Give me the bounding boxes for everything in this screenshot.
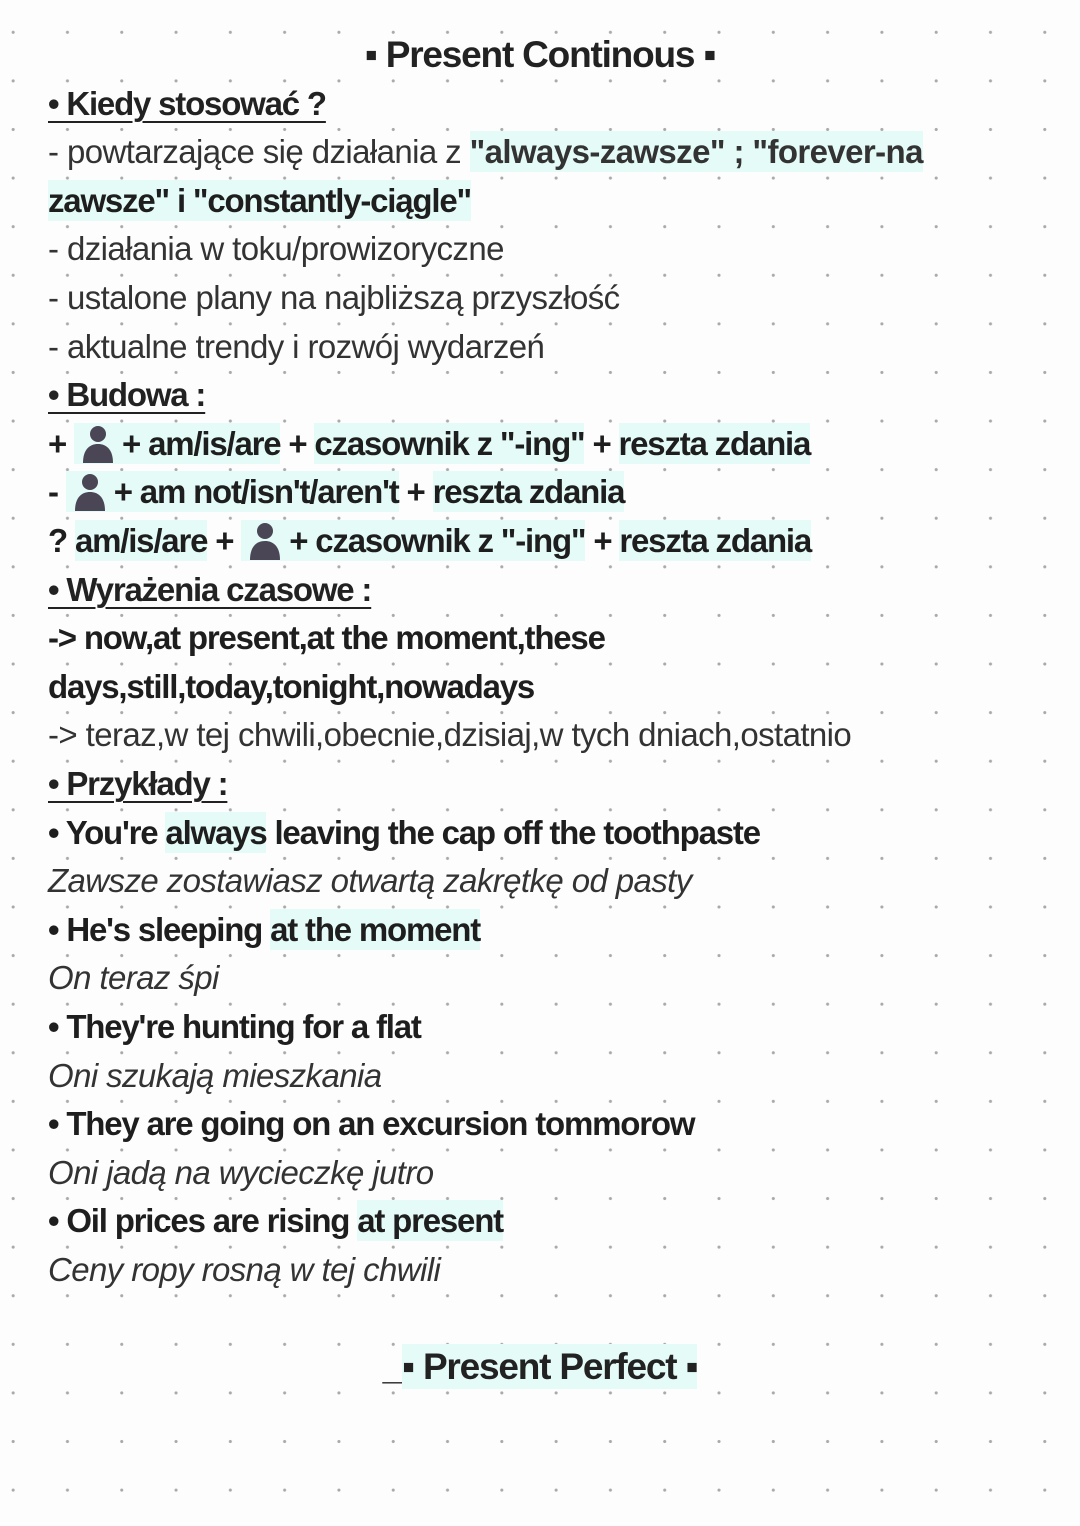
- highlighted-text: reszta zdania: [618, 424, 811, 462]
- text-segment: +: [207, 522, 242, 559]
- text-line: [48, 663, 534, 711]
- highlighted-text: czasownik z "-ing": [314, 424, 585, 462]
- text-segment: -> teraz,w tej chwili,obecnie,dzisiaj,w tych dniach,ostatnio: [48, 716, 852, 754]
- text-segment: +: [585, 522, 620, 559]
- text-line: [48, 614, 605, 662]
- person-icon: [72, 471, 108, 511]
- text-segment: Oni szukają mieszkania: [48, 1056, 382, 1094]
- highlighted-text: always: [165, 813, 267, 851]
- person-icon: [247, 520, 283, 560]
- text-segment: - powtarzające się działania z: [48, 133, 470, 171]
- text-line: [48, 225, 504, 273]
- highlighted-text: + am not/isn't/aren't: [113, 473, 399, 511]
- text-segment: leaving the cap off the toothpaste: [266, 813, 760, 851]
- section-heading: [48, 566, 371, 614]
- text-segment: +: [398, 473, 433, 511]
- section-heading: [48, 80, 326, 128]
- highlighted-text: reszta zdania: [619, 522, 812, 559]
- text-line: [48, 809, 760, 857]
- text-line: [48, 517, 811, 565]
- section-heading: [48, 760, 227, 808]
- subject-highlight: [66, 471, 114, 512]
- text-line: [48, 711, 851, 759]
- text-line: [48, 468, 624, 516]
- text-line: [48, 274, 620, 322]
- text-segment: - ustalone plany na najbliższą przyszłość: [48, 279, 620, 316]
- text-segment: -> now,at present,at the moment,these: [48, 619, 605, 657]
- text-segment: +: [280, 424, 315, 462]
- highlighted-text: "always-zawsze" ; "forever-na: [469, 133, 923, 171]
- highlighted-text: at present: [357, 1202, 503, 1240]
- highlighted-text: + czasownik z "-ing": [289, 522, 586, 559]
- text-segment: • They're hunting for a flat: [48, 1008, 421, 1045]
- highlighted-text: + am/is/are: [122, 424, 281, 462]
- text-segment: ▪ Present Continous ▪: [364, 34, 716, 75]
- highlighted-text: zawsze" i "constantly-ciągle": [48, 181, 471, 219]
- text-segment: • Budowa :: [48, 376, 206, 414]
- text-segment: +: [584, 424, 619, 462]
- text-segment: - działania w toku/prowizoryczne: [48, 230, 504, 268]
- text-segment: days,still,today,tonight,nowadays: [48, 667, 535, 705]
- text-segment: Oni jadą na wycieczkę jutro: [48, 1153, 434, 1191]
- text-segment: ?: [48, 522, 75, 559]
- text-segment: • Wyrażenia czasowe :: [48, 570, 372, 608]
- highlighted-text: ▪ Present Perfect ▪: [401, 1346, 698, 1388]
- highlighted-text: am/is/are: [74, 522, 208, 559]
- person-icon: [80, 423, 116, 463]
- text-line: [48, 323, 544, 371]
- text-line: [48, 1197, 503, 1245]
- text-line: [48, 420, 810, 468]
- text-segment: - aktualne trendy i rozwój wydarzeń: [48, 327, 545, 365]
- text-line: [48, 1246, 440, 1294]
- text-segment: -: [48, 473, 66, 511]
- text-segment: On teraz śpi: [48, 959, 219, 997]
- text-segment: • They are going on an excursion tommorow: [48, 1105, 695, 1143]
- text-line: [48, 177, 471, 225]
- text-line: [48, 906, 480, 954]
- text-line: [48, 954, 219, 1002]
- text-segment: _: [382, 1346, 402, 1388]
- text-segment: • Przykłady :: [48, 765, 228, 802]
- text-segment: Ceny ropy rosną w tej chwili: [48, 1251, 441, 1288]
- text-line: [48, 1003, 421, 1051]
- text-segment: • He's sleeping: [48, 910, 271, 948]
- subject-highlight: [74, 423, 122, 464]
- text-line: [48, 1052, 381, 1100]
- section-heading: [48, 371, 205, 419]
- section-title: [0, 1343, 1080, 1391]
- text-line: [48, 1100, 694, 1148]
- text-line: [48, 128, 923, 176]
- text-segment: • You're: [48, 813, 166, 851]
- text-segment: +: [48, 424, 75, 462]
- text-segment: Zawsze zostawiasz otwartą zakrętkę od pasty: [48, 862, 692, 900]
- text-line: [48, 1149, 434, 1197]
- section-title: [0, 31, 1080, 79]
- highlighted-text: at the moment: [270, 910, 481, 948]
- highlighted-text: reszta zdania: [432, 473, 625, 511]
- text-line: [48, 857, 692, 905]
- text-segment: • Kiedy stosować ?: [48, 84, 326, 122]
- text-segment: • Oil prices are rising: [48, 1202, 358, 1240]
- subject-highlight: [241, 520, 289, 561]
